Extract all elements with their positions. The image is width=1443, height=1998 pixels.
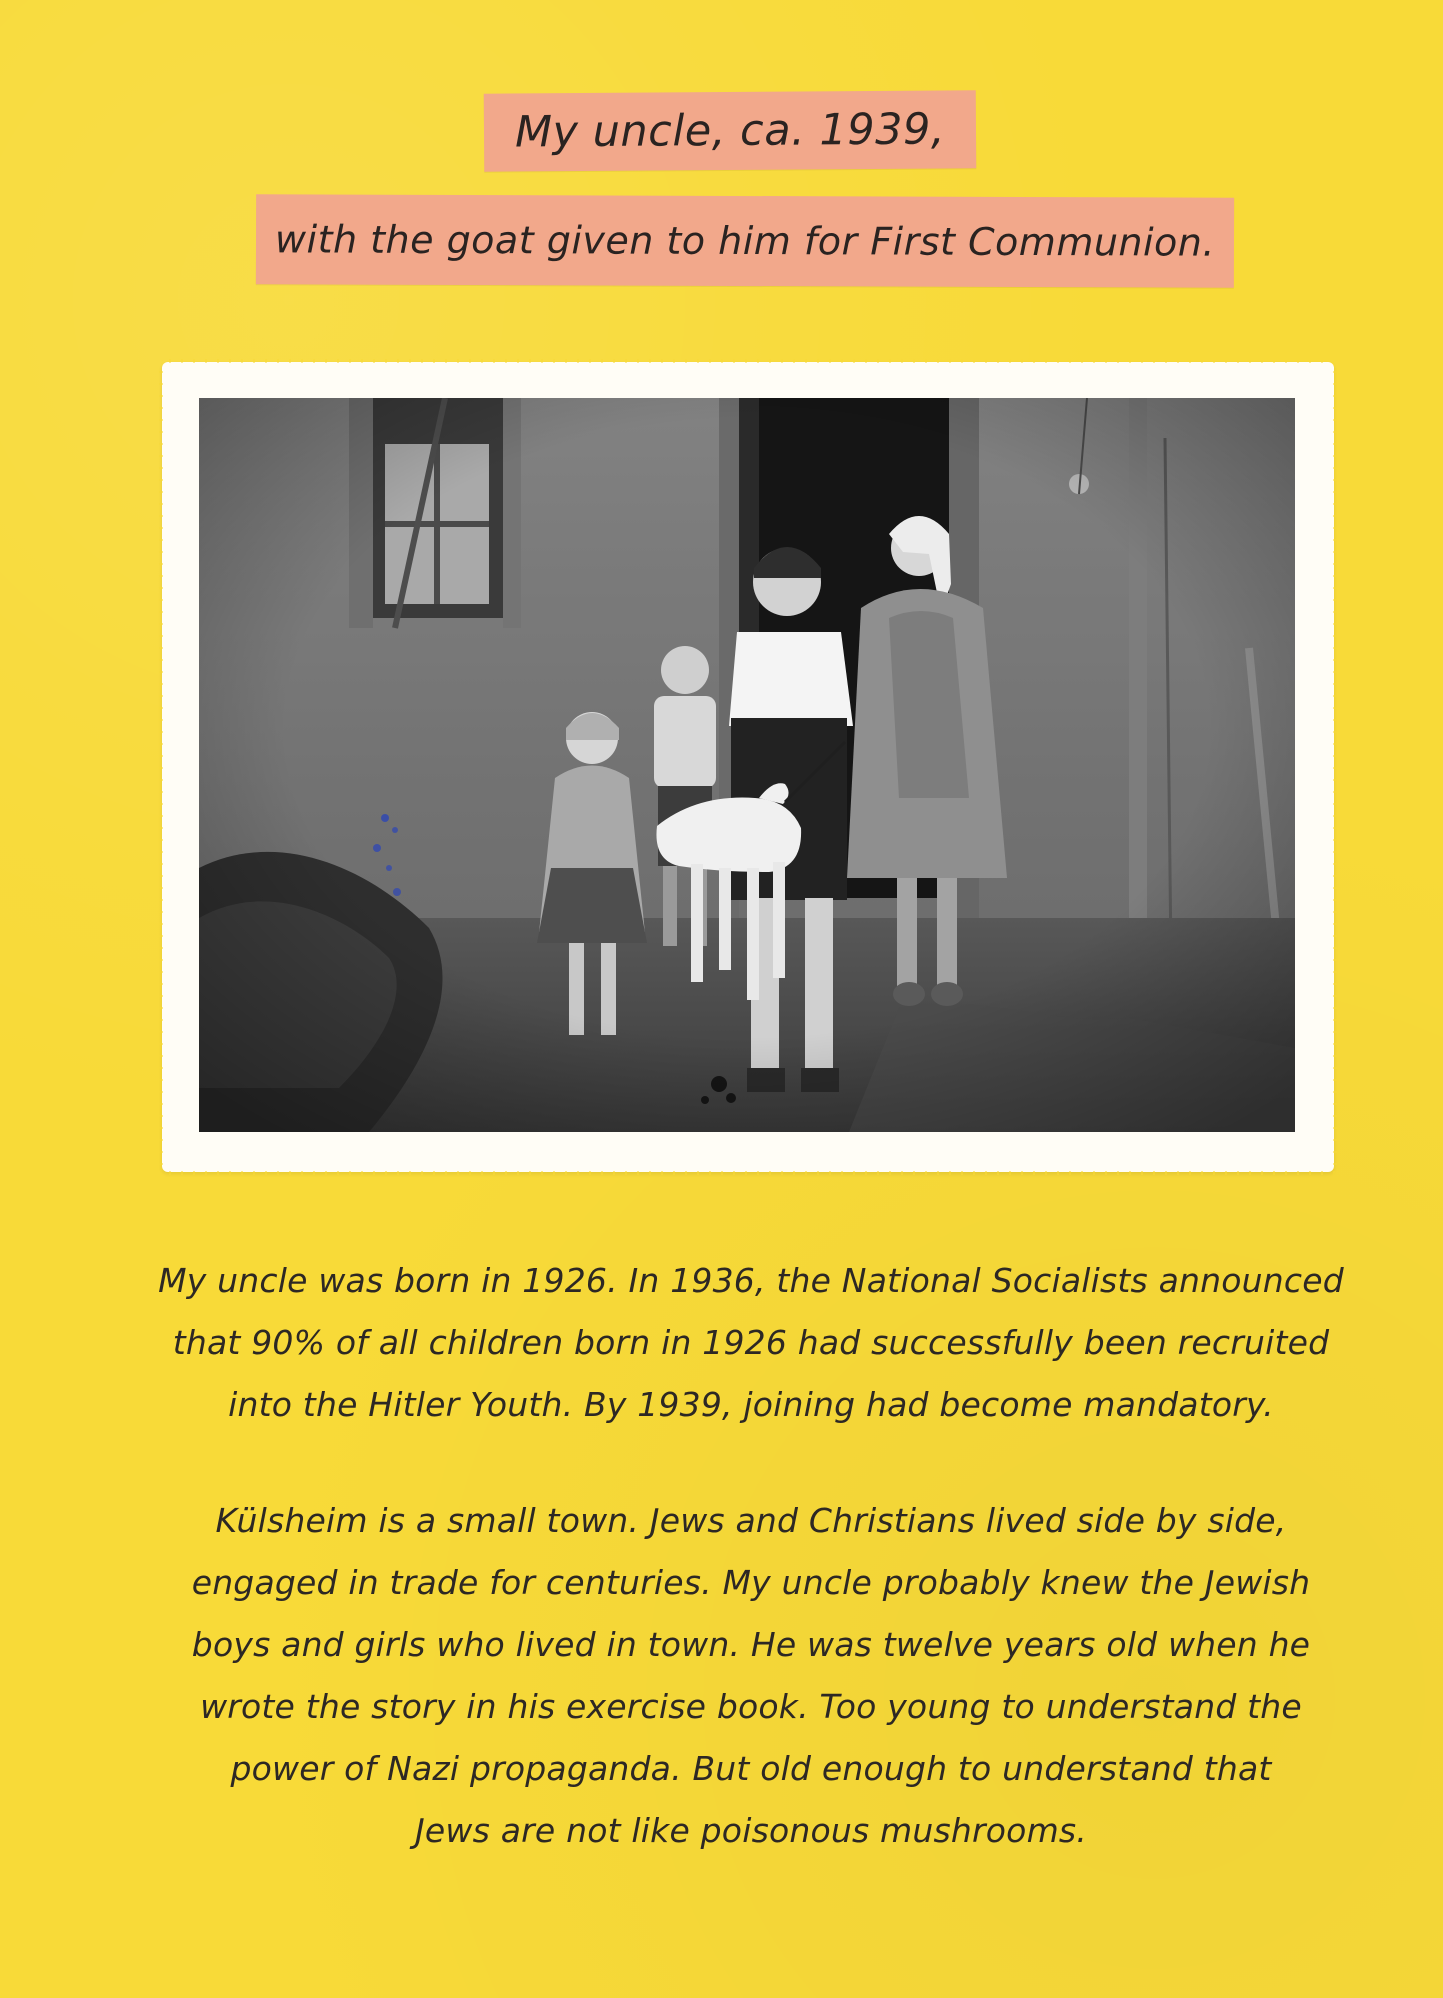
story-paragraph-1	[156, 1250, 1346, 1436]
vintage-photo	[199, 398, 1295, 1132]
story-paragraph-2-line-3: boys and girls who lived in town. He was twelve years old when he	[191, 1625, 1311, 1664]
caption-subtitle-text: with the goat given to him for First Communion.	[274, 217, 1216, 265]
caption-label-title	[484, 90, 977, 171]
photo-frame	[162, 362, 1334, 1172]
story-paragraph-1-line-1: My uncle was born in 1926. In 1936, the National Socialists announced	[158, 1261, 1344, 1300]
vintage-photo-illustration	[199, 398, 1295, 1132]
caption-title-text: My uncle, ca. 1939,	[514, 104, 946, 158]
story-paragraph-2-line-5: power of Nazi propaganda. But old enough to understand that	[230, 1749, 1272, 1788]
story-paragraph-2-line-1: Külsheim is a small town. Jews and Christians lived side by side,	[215, 1501, 1287, 1540]
story-paragraph-2-line-2: engaged in trade for centuries. My uncle probably knew the Jewish	[191, 1563, 1311, 1602]
story-paragraph-2-line-6: Jews are not like poisonous mushrooms.	[415, 1811, 1087, 1850]
story-paragraph-2-line-4: wrote the story in his exercise book. Too young to understand the	[200, 1687, 1302, 1726]
story-paragraph-1-line-3: into the Hitler Youth. By 1939, joining had become mandatory.	[228, 1385, 1274, 1424]
story-paragraph-2	[156, 1490, 1346, 1862]
caption-label-subtitle	[256, 194, 1234, 287]
story-paragraph-1-line-2: that 90% of all children born in 1926 had successfully been recruited	[172, 1323, 1330, 1362]
